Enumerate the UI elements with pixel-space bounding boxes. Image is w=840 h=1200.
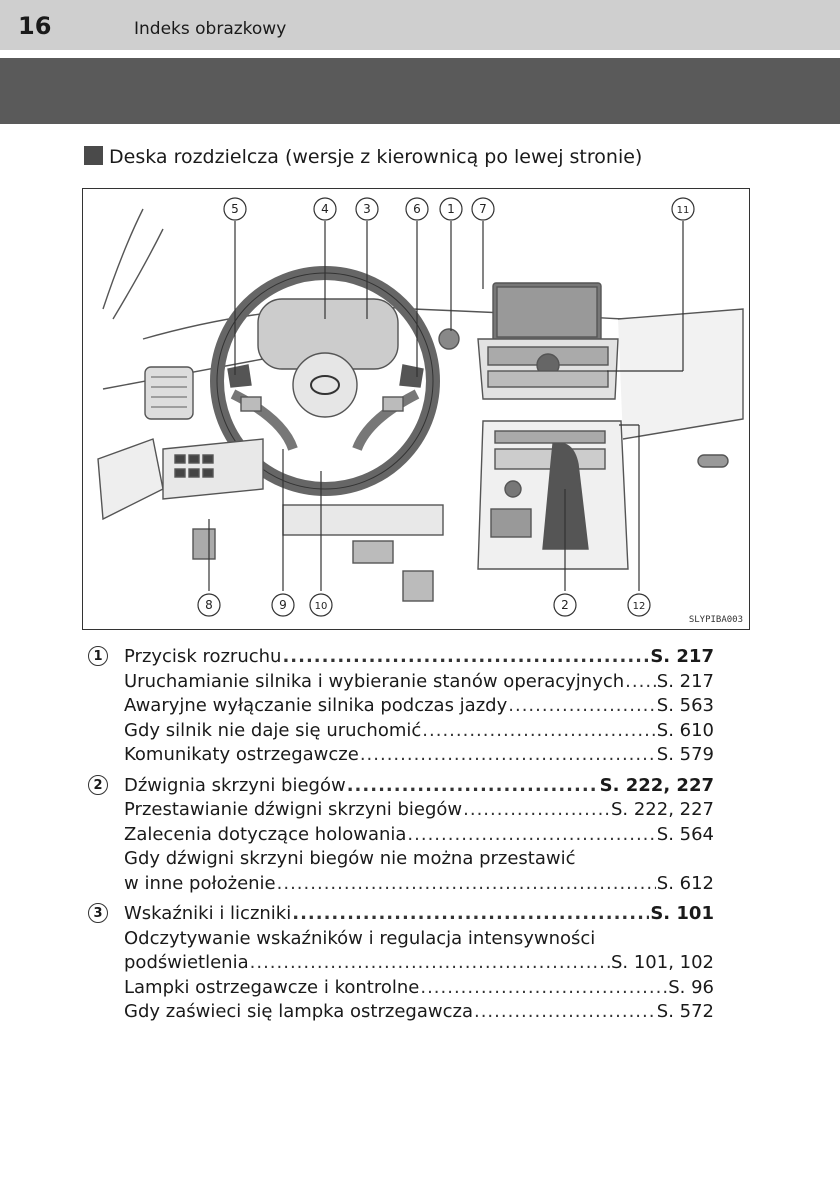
entry-title-line [88,645,714,670]
number-circle: 3 [88,903,108,923]
callout-10: 10 [314,601,328,612]
section-title: Deska rozdzielcza (wersje z kierownicą po lewej stronie) [109,146,643,168]
leader-dots [292,902,649,927]
index-entries [88,645,714,1031]
section-heading [84,144,642,170]
entry-title-line [88,902,714,927]
callout-12: 12 [632,601,646,612]
sub-entry: Zalecenia dotyczące holowania ..... S. 564 [88,823,714,848]
sub-entry-continued: podświetlenia ..... S. 101, 102 [88,951,714,976]
square-bullet-icon [84,146,103,165]
running-title: Indeks obrazkowy [134,19,287,39]
sub-entry: Odczytywanie wskaźników i regulacja intensywności [124,927,596,949]
sub-entry: Awaryjne wyłączanie silnika podczas jazdy ..... S. 563 [88,694,714,719]
page-ref: S. 222, 227 [599,774,714,796]
entry-title-line [88,774,714,799]
sub-entry: Komunikaty ostrzegawcze ..... S. 579 [88,743,714,768]
number-circle: 1 [88,646,108,666]
entry-2 [88,774,714,897]
entry-title: Przycisk rozruchu [124,646,282,667]
callout-7: 7 [479,202,487,216]
sub-entry: Gdy silnik nie daje się uruchomić ..... S. 610 [88,719,714,744]
sub-entry: Przestawianie dźwigni skrzyni biegów ..... S. 222, 227 [88,798,714,823]
dashboard-illustration [82,188,750,630]
callout-2: 2 [561,598,569,612]
sub-entry: Uruchamianie silnika i wybieranie stanów operacyjnych ..... S. 217 [88,670,714,695]
figure-code: SLYPIBA003 [688,615,743,625]
callout-3: 3 [363,202,371,216]
entry-title: Dźwignia skrzyni biegów [124,774,346,796]
sub-entry: Gdy dźwigni skrzyni biegów nie można przestawić [124,848,576,869]
entry-title: Wskaźniki i liczniki [124,903,292,924]
header-bar [0,0,840,50]
callout-11: 11 [676,205,690,216]
callout-5: 5 [231,202,239,216]
callout-6: 6 [413,202,421,216]
number-circle: 2 [88,775,108,795]
leader-dots [282,645,649,670]
sub-entry-continued: w inne położenie ..... S. 612 [88,872,714,897]
callout-4: 4 [321,202,329,216]
page-ref: S. 217 [650,646,714,667]
entry-1 [88,645,714,768]
callout-9: 9 [279,598,287,612]
callout-8: 8 [205,598,213,612]
page-ref: S. 101 [650,903,714,924]
sub-entry: Lampki ostrzegawcze i kontrolne ..... S. 96 [88,976,714,1001]
leader-dots [347,774,599,799]
entry-3 [88,902,714,1025]
callout-1: 1 [447,202,455,216]
dashboard-drawing [83,189,749,629]
page-number: 16 [18,12,52,40]
chapter-band [0,58,840,124]
sub-entry: Gdy zaświeci się lampka ostrzegawcza ..... S. 572 [88,1000,714,1025]
